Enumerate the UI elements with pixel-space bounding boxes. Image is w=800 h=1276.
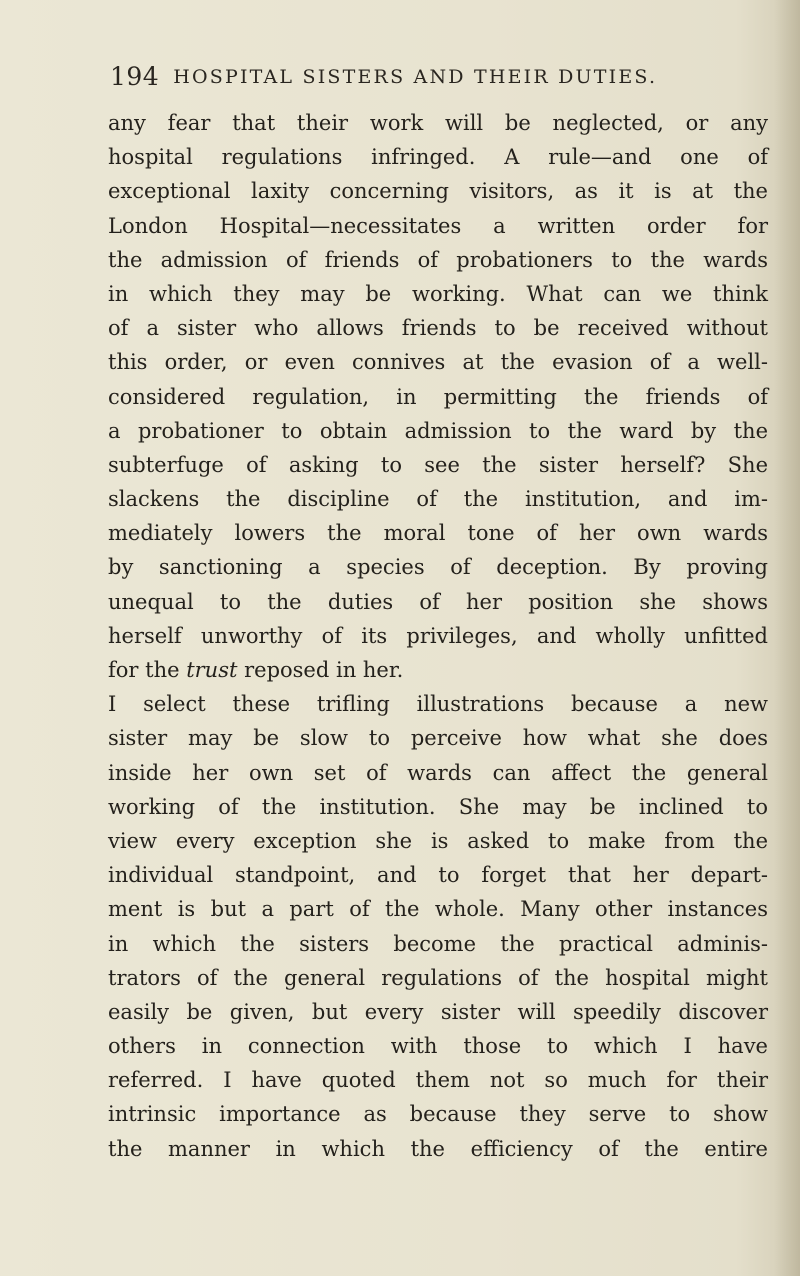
italic-word: trust	[186, 658, 238, 682]
text-line: slackens the discipline of the institution, and im-	[108, 487, 768, 512]
running-title: HOSPITAL SISTERS AND THEIR DUTIES.	[173, 65, 658, 88]
body-text	[108, 106, 768, 1166]
text-line: subterfuge of asking to see the sister herself? She	[108, 452, 768, 477]
text-line: London Hospital—necessitates a written order for	[108, 213, 768, 238]
text-line: individual standpoint, and to forget that her depart-	[108, 863, 768, 888]
text-line: view every exception she is asked to make from the	[108, 828, 768, 853]
text-line: the admission of friends of probationers to the wards	[108, 247, 768, 272]
text-line: referred. I have quoted them not so much for their	[108, 1068, 768, 1093]
page-edge-shadow	[774, 0, 800, 1276]
text-line: others in connection with those to which I have	[108, 1034, 768, 1059]
text-line: considered regulation, in permitting the friends of	[108, 384, 768, 409]
paragraph-end-line	[108, 653, 768, 687]
text-line: the manner in which the efficiency of the entire	[108, 1136, 768, 1161]
text-line: ment is but a part of the whole. Many other instances	[108, 897, 768, 922]
text-line: sister may be slow to perceive how what she does	[108, 726, 768, 751]
text-fragment: reposed in her.	[237, 658, 404, 682]
text-line: hospital regulations infringed. A rule—and one of	[108, 145, 768, 170]
text-fragment: for the	[108, 658, 187, 682]
text-line: unequal to the duties of her position she shows	[108, 589, 768, 614]
text-line: trators of the general regulations of the hospital might	[108, 965, 768, 990]
text-line: herself unworthy of its privileges, and wholly unfitted	[108, 623, 768, 648]
text-line: working of the institution. She may be inclined to	[108, 794, 768, 819]
running-head	[110, 62, 790, 102]
text-line: of a sister who allows friends to be received without	[108, 316, 768, 341]
text-line: easily be given, but every sister will speedily discover	[108, 999, 768, 1024]
text-line: intrinsic importance as because they serve to show	[108, 1102, 768, 1127]
text-line: in which the sisters become the practical adminis-	[108, 931, 768, 956]
text-line: inside her own set of wards can affect the general	[108, 760, 768, 785]
text-line: by sanctioning a species of deception. By proving	[108, 555, 768, 580]
text-line: a probationer to obtain admission to the ward by the	[108, 418, 768, 443]
text-line: any fear that their work will be neglected, or any	[108, 111, 768, 135]
page-number: 194	[110, 62, 160, 91]
text-line: exceptional laxity concerning visitors, as it is at the	[108, 179, 768, 204]
text-line: mediately lowers the moral tone of her own wards	[108, 521, 768, 546]
text-line: this order, or even connives at the evasion of a well-	[108, 350, 768, 375]
text-line: in which they may be working. What can we think	[108, 281, 768, 306]
paragraph-first-line: I select these trifling illustrations because a new	[108, 692, 768, 717]
